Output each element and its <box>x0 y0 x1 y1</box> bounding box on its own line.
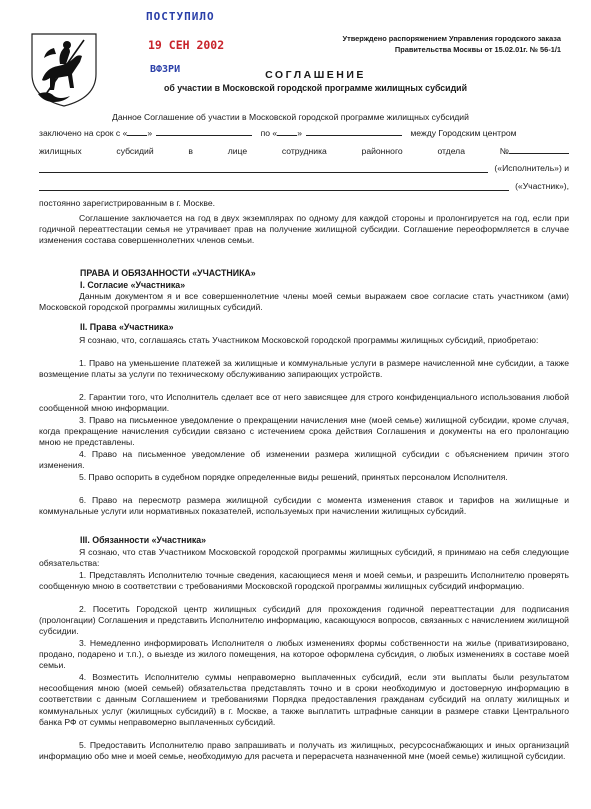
duties-item: 3. Немедленно информировать Исполнителя о любых изменениях формы собственности на жилье (приватизировано, продано, подарено и т.п.), о выезде из жилого помещения, на которое оформлена субсидия, о любых изменениях в составе моей семьи. <box>39 638 569 671</box>
intro-line-4 <box>39 163 569 173</box>
term-between-text: между Городским центром <box>410 128 517 138</box>
intro-line-6: постоянно зарегистрированным в г. Москве. <box>39 198 215 208</box>
term-from-day-blank[interactable] <box>127 135 147 136</box>
intro-word: в <box>188 146 193 156</box>
term-from-month-blank[interactable] <box>156 135 252 136</box>
executor-label: («Исполнитель») и <box>494 163 569 173</box>
rights-item: 4. Право на письменное уведомление об изменении размера жилищной субсидии с объяснением причин этого изменения. <box>39 449 569 471</box>
intro-line-3 <box>39 146 569 156</box>
approval-line-2: Правительства Москвы от 15.02.01г. № 56-1/1 <box>394 44 561 54</box>
rights-item: 1. Право на уменьшение платежей за жилищные и коммунальные услуги в размере начисленной мне субсидии, а также возмещение платы за услуги по техническому обслуживанию запирающих устройств. <box>39 358 569 380</box>
rights-item: 3. Право на письменное уведомление о прекращении начисления мне (моей семье) жилищной субсидии, кроме случая, когда прекращение начисления субсидии связано с истечением срока действия Соглашения и документы на его пролонгацию мною не представлены. <box>39 415 569 448</box>
rights-item: 5. Право оспорить в судебном порядке определенные виды решений, принятых персоналом Исполнителя. <box>79 472 508 482</box>
department-number-blank[interactable] <box>509 153 569 154</box>
participant-name-blank[interactable] <box>39 190 509 191</box>
term-to-day-blank[interactable] <box>277 135 297 136</box>
term-from-open: заключено на срок с « <box>39 128 128 138</box>
intro-word: районного <box>361 146 403 156</box>
term-from-close: » <box>147 128 153 138</box>
moscow-coat-of-arms-emblem <box>24 28 104 108</box>
page-subtitle: об участии в Московской городской программе жилищных субсидий <box>164 83 467 93</box>
duties-item: 1. Представлять Исполнителю точные сведения, касающиеся меня и моей семьи, и разрешить Исполнителю проверять сообщенную мною в соответствии с требованиями Московской городской программы жилищных субсидий информацию. <box>39 570 569 592</box>
participant-label: («Участник»), <box>515 181 569 191</box>
executor-name-blank[interactable] <box>39 172 488 173</box>
section-title: ПРАВА И ОБЯЗАННОСТИ «УЧАСТНИКА» <box>80 268 256 278</box>
rights-item: 6. Право на пересмотр размера жилищной субсидии с момента изменения ставок и тарифов на жилищные и коммунальные услуги или нормативных показателей, используемых при начислении жилищных субсидий. <box>39 495 569 517</box>
stamp-office: ВФЗРИ <box>150 64 181 75</box>
term-to-close: » <box>297 128 302 138</box>
intro-word: лице <box>227 146 248 156</box>
rights-item: 2. Гарантии того, что Исполнитель сделает все от него зависящее для строго конфиденциального использования любой сообщенной мною информации. <box>39 392 569 414</box>
duties-item: 4. Возместить Исполнителю суммы неправомерно выплаченных субсидий, если эти выплаты были результатом несообщения мною (моей семьей) обязательства представлять точно и в сроки необходимую и достоверную информацию в соответствии с данным Соглашением и требованиями Порядка предоставления гражданам субсидий на оплату жилищных и коммунальных услуг (жилищных субсидий) в г. Москве, а также выплатить штрафные санкции в размере ставки Центрального банка РФ от суммы неправомерно выплаченных субсидий. <box>39 672 569 727</box>
intro-line-5 <box>39 181 569 191</box>
department-number-label: № <box>499 146 509 156</box>
term-to-month-blank[interactable] <box>306 135 402 136</box>
consent-title: I. Согласие «Участника» <box>80 280 186 290</box>
term-paragraph: Соглашение заключается на год в двух экземплярах по одному для каждой стороны и пролонгируется на год, если при годичной переаттестации семья не утрачивает прав на получение жилищной субсидии. Соглашение переоформляется в случае изменения состава совершеннолетних членов семьи. <box>39 213 569 246</box>
consent-text: Данным документом я и все совершеннолетние члены моей семьи выражаем свое согласие стать участником (ами) Московской городской программы жилищных субсидий. <box>39 291 569 313</box>
term-to-open: по « <box>260 128 278 138</box>
intro-word: отдела <box>437 146 465 156</box>
duties-intro: Я сознаю, что став Участником Московской городской программы жилищных субсидий, я принимаю на себя следующие обязательства: <box>39 547 569 569</box>
intro-word: жилищных <box>39 146 82 156</box>
duties-item: 5. Предоставить Исполнителю право запрашивать и получать из жилищных, ресурсоснабжающих и иных организаций информацию обо мне и моей семье, необходимую для расчета и перерасчета назначенной мне (моей семье) жилищной субсидии. <box>39 740 569 762</box>
approval-line-1: Утверждено распоряжением Управления городского заказа <box>342 34 561 43</box>
received-stamp: ПОСТУПИЛО <box>146 10 215 23</box>
intro-line-1: Данное Соглашение об участии в Московской городской программе жилищных субсидий <box>112 112 469 122</box>
rights-title: II. Права «Участника» <box>80 322 174 332</box>
page-title: СОГЛАШЕНИЕ <box>265 69 366 81</box>
approval-note <box>343 34 562 55</box>
stamp-date: 19 СЕН 2002 <box>148 38 225 52</box>
intro-word: субсидий <box>116 146 154 156</box>
intro-line-2 <box>39 128 569 138</box>
duties-title: III. Обязанности «Участника» <box>80 535 207 545</box>
intro-word: сотрудника <box>281 146 327 156</box>
rights-intro: Я сознаю, что, соглашаясь стать Участником Московской городской программы жилищных субсидий, приобретаю: <box>79 335 539 345</box>
duties-item: 2. Посетить Городской центр жилищных субсидий для прохождения годичной переаттестации для подписания (пролонгации) Соглашения и представить Исполнителю информацию, касающуюся вопросов, связанных с начислением жилищной субсидии. <box>39 604 569 637</box>
